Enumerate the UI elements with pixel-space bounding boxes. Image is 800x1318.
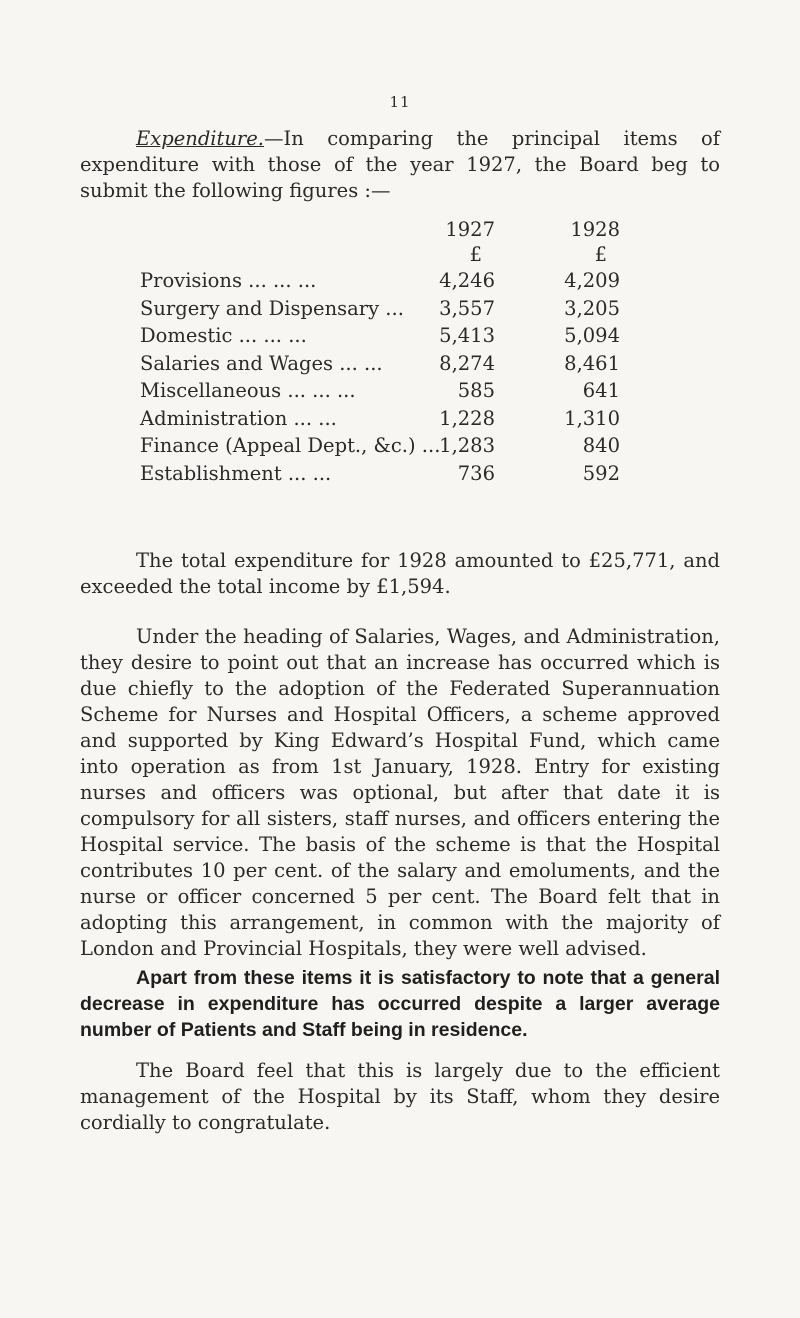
table-row [140,350,710,378]
row-label: Salaries and Wages ... ... [140,351,383,375]
value-1927: 8,274 [439,351,495,375]
table-row [140,295,710,323]
decrease-paragraph: Apart from these items it is satisfactory to note that a general decrease in expenditure has occurred despite a larger average number of Patients and Staff being in residence. [80,967,720,1041]
currency-1928: £ [594,243,607,266]
year-1927-header: 1927 [445,218,495,241]
row-label: Finance (Appeal Dept., &c.) ... [140,434,441,457]
row-label: Administration ... ... [140,406,337,430]
value-1927: 3,557 [439,296,495,320]
table-year-header [140,217,710,242]
table-row [140,377,710,405]
value-1927: 1,228 [439,406,495,430]
section-title: Expenditure. [136,127,264,150]
value-1928: 5,094 [564,324,620,347]
value-1927: 736 [457,461,495,485]
value-1927: 5,413 [439,324,495,347]
row-label: Domestic ... ... ... [140,324,307,347]
value-1928: 592 [582,461,620,485]
table-row [140,267,710,295]
value-1928: 840 [582,434,620,457]
row-label: Provisions ... ... ... [140,269,317,292]
row-label: Miscellaneous ... ... ... [140,379,356,402]
total-expenditure-paragraph: The total expenditure for 1928 amounted to £25,771, and exceeded the total income by £1,594. [80,549,720,598]
value-1928: 641 [582,379,620,402]
closing-paragraph: The Board feel that this is largely due to the efficient management of the Hospital by its Staff, whom they desire cordially to congratulate. [80,1059,720,1134]
row-label: Establishment ... ... [140,461,332,485]
intro-paragraph [80,126,720,204]
currency-1927: £ [469,243,482,266]
row-label: Surgery and Dispensary ... [140,296,404,320]
table-currency-header [140,242,710,267]
value-1927: 585 [457,379,495,402]
value-1928: 8,461 [564,351,620,375]
table-row [140,460,710,488]
value-1928: 4,209 [564,269,620,292]
value-1927: 1,283 [439,434,495,457]
value-1927: 4,246 [439,269,495,292]
expenditure-table [140,217,710,487]
table-row [140,322,710,350]
table-row [140,432,710,460]
table-row [140,405,710,433]
year-1928-header: 1928 [570,218,620,241]
value-1928: 3,205 [564,296,620,320]
page-number: 11 [389,93,411,111]
intro-text: —In comparing the principal items of expenditure with those of the year 1927, the Board beg to submit the following figures :— [80,127,720,202]
salaries-paragraph: Under the heading of Salaries, Wages, and Administration, they desire to point out that an increase has occurred which is due chiefly to the adoption of the Federated Superannuation Scheme for Nurses and Hospital Officers, a scheme approved and supported by King Edward’s Hospital Fund, which came into operation as from 1st January, 1928. Entry for existing nurses and officers was optional, but after that date it is compulsory for all sisters, staff nurses, and officers entering the Hospital service. The basis of the scheme is that the Hospital contributes 10 per cent. of the salary and emoluments, and the nurse or officer concerned 5 per cent. The Board felt that in adopting this arrangement, in common with the majority of London and Provincial Hospitals, they were well advised. [80,625,720,960]
value-1928: 1,310 [564,406,620,430]
